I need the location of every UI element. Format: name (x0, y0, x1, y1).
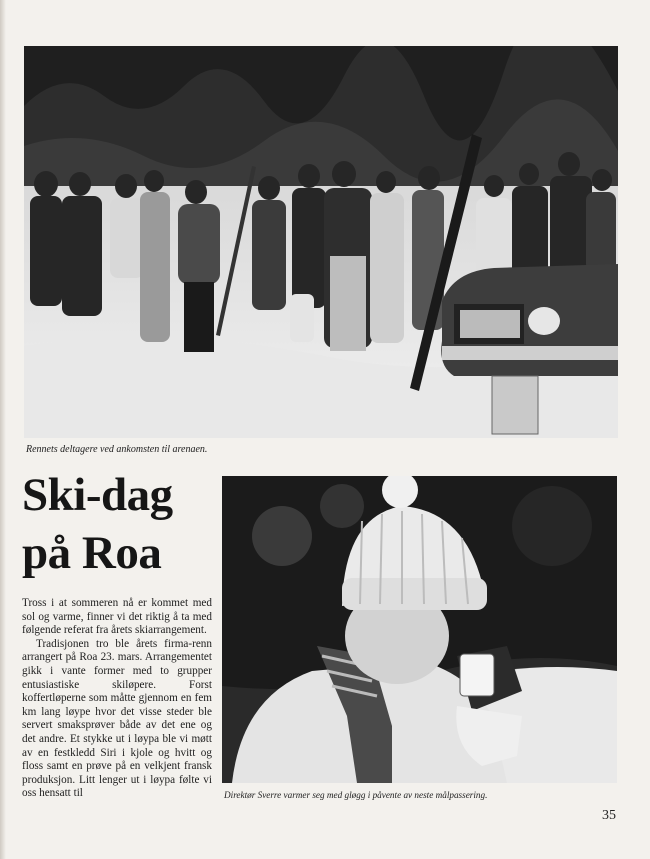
headline-line-1: Ski-dag (22, 469, 173, 521)
photo-director-drinking (222, 476, 617, 783)
page-binding-shadow (0, 0, 6, 859)
top-photo-caption: Rennets deltagere ved ankomsten til arenaen. (26, 444, 208, 455)
page-number: 35 (602, 808, 616, 823)
article-paragraph-2: Tradisjonen tro ble årets firma-renn arrangert på Roa 23. mars. Arrangementet gikk i vante former med to grupper entusiastiske skiløpere. Forst koffertløperne som måtte gjennom en fem km lang løype hvor det visse steder ble servert smaksprøver både av det ene og det andre. Et stykke ut i løypa ble vi møtt av en festkledd Siri i kjole og hvitt og floss samt en prøve på en velkjent fransk produksjon. Litt lenger ut i løypa følte vi oss hensatt til (22, 637, 212, 800)
photo-skiers-crowd (24, 46, 618, 438)
bottom-photo-caption: Direktør Sverre varmer seg med gløgg i påvente av neste målpassering. (224, 790, 488, 800)
article-body (22, 597, 212, 801)
article-paragraph-1: Tross i at sommeren nå er kommet med sol og varme, finner vi det riktig å ta med følgende referat fra årets skiarrangement. (22, 597, 212, 637)
headline-line-2: på Roa (22, 527, 162, 579)
article-headline (22, 466, 218, 582)
